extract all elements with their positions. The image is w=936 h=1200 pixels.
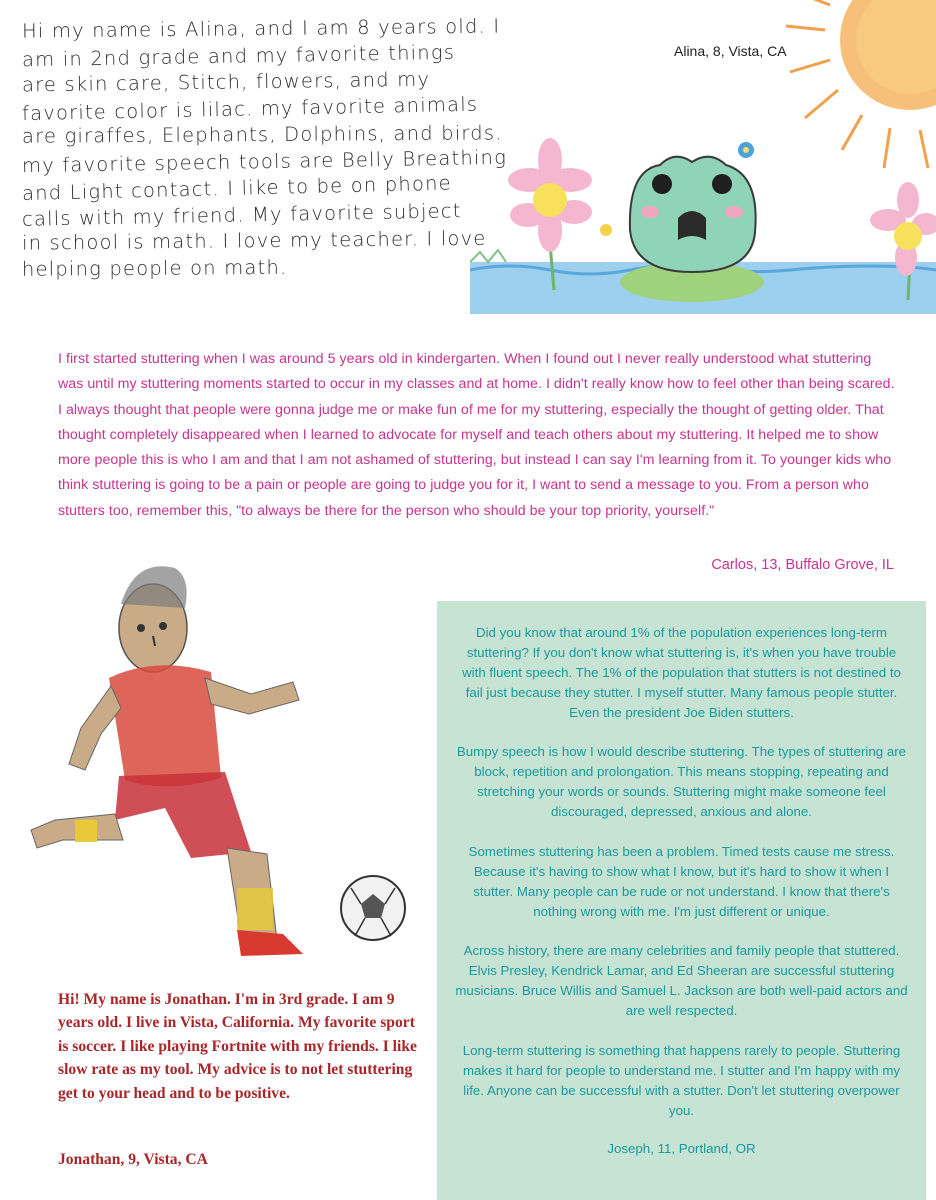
letter-line: favorite color is lilac. my favorite animals bbox=[21, 92, 479, 125]
joseph-paragraph: Sometimes stuttering has been a problem. Timed tests cause me stress. Because it's having to show what I know, but it's hard to show it when I stutter. Many people can be rude or not understand. I know that there's nothing wrong with me. I'm just different or unique. bbox=[468, 843, 895, 919]
alina-caption: Alina, 8, Vista, CA bbox=[674, 43, 787, 59]
joseph-paragraph: Did you know that around 1% of the population experiences long-term stuttering? If you don't know what stuttering is, it's when you have trouble with fluent speech. The 1% of the population that stutters is not destined to fail just because they stutter. I myself stutter. Many famous people stutter. Even the president Joe Biden stutters. bbox=[462, 625, 901, 720]
letter-line: and Light contact. I like to be on phone bbox=[21, 171, 453, 205]
frog-drawing bbox=[620, 157, 764, 302]
alina-handwritten-letter bbox=[22, 16, 512, 281]
letter-line: my favorite speech tools are Belly Breathing bbox=[21, 145, 508, 177]
jonathan-story: Hi! My name is Jonathan. I'm in 3rd grade. I am 9 years old. I live in Vista, California. My favorite sport is soccer. I like playing Fortnite with my friends. I like slow rate as my tool. My advice is to not let stuttering get to your head and to be positive. bbox=[58, 991, 417, 1102]
joseph-paragraph: Across history, there are many celebrities and family people that stuttered. Elvis Presley, Kendrick Lamar, and Ed Sheeran are successful stuttering musicians. Bruce Willis and Samuel L. Jackson are both well-paid actors and are well respected. bbox=[455, 943, 908, 1019]
joseph-paragraph: Long-term stuttering is something that happens rarely to people. Stuttering makes it hard for people to understand me. I stutter and I'm happy with my life. Anyone can be successful with a stutter. Don't let stuttering overpower you. bbox=[462, 1042, 901, 1118]
letter-line: are giraffes, Elephants, Dolphins, and birds. bbox=[21, 121, 503, 148]
letter-line: Hi my name is Alina, and I am 8 years old. I bbox=[21, 14, 501, 43]
letter-line: calls with my friend. My favorite subject bbox=[21, 198, 462, 231]
soccer-ball-drawing bbox=[341, 876, 405, 940]
carlos-story: I first started stuttering when I was around 5 years old in kindergarten. When I found out I never really understood what stuttering was until my stuttering moments started to occur in my classes and at home. I didn't really know how to feel other than being scared. I always thought that people were gonna judge me or make fun of me for my stuttering, especially the thought of getting older. That thought completely disappeared when I learned to advocate for myself and teach others about my stuttering. It helped me to show more people this is who I am and that I am not ashamed of stuttering, but instead I can say I'm learning from it. To younger kids who think stuttering is going to be a pain or people are going to judge you for it, I want to send a message to you. From a person who stutters too, remember this, "to always be there for the person who should be your top priority, yourself." bbox=[58, 351, 895, 519]
joseph-story bbox=[455, 623, 908, 1140]
alina-drawing bbox=[470, 0, 936, 318]
joseph-signature: Joseph, 11, Portland, OR bbox=[607, 1141, 756, 1156]
jonathan-drawing bbox=[15, 558, 435, 982]
soccer-player-drawing bbox=[31, 566, 303, 956]
letter-line: are skin care, Stitch, flowers, and my bbox=[21, 67, 431, 97]
jonathan-signature: Jonathan, 9, Vista, CA bbox=[58, 1151, 208, 1168]
letter-line: helping people on math. bbox=[21, 255, 288, 281]
letter-line: am in 2nd grade and my favorite things bbox=[21, 40, 456, 71]
sun-drawing bbox=[786, 0, 936, 168]
joseph-paragraph: Bumpy speech is how I would describe stuttering. The types of stuttering are block, repetition and prolongation. This means stopping, repeating and stretching your words or sounds. Stuttering might make someone feel discouraged, depressed, anxious and alone. bbox=[456, 744, 907, 820]
joseph-panel bbox=[437, 601, 926, 1200]
carlos-signature: Carlos, 13, Buffalo Grove, IL bbox=[711, 557, 894, 573]
letter-line: in school is math. I love my teacher. I love bbox=[21, 226, 487, 255]
